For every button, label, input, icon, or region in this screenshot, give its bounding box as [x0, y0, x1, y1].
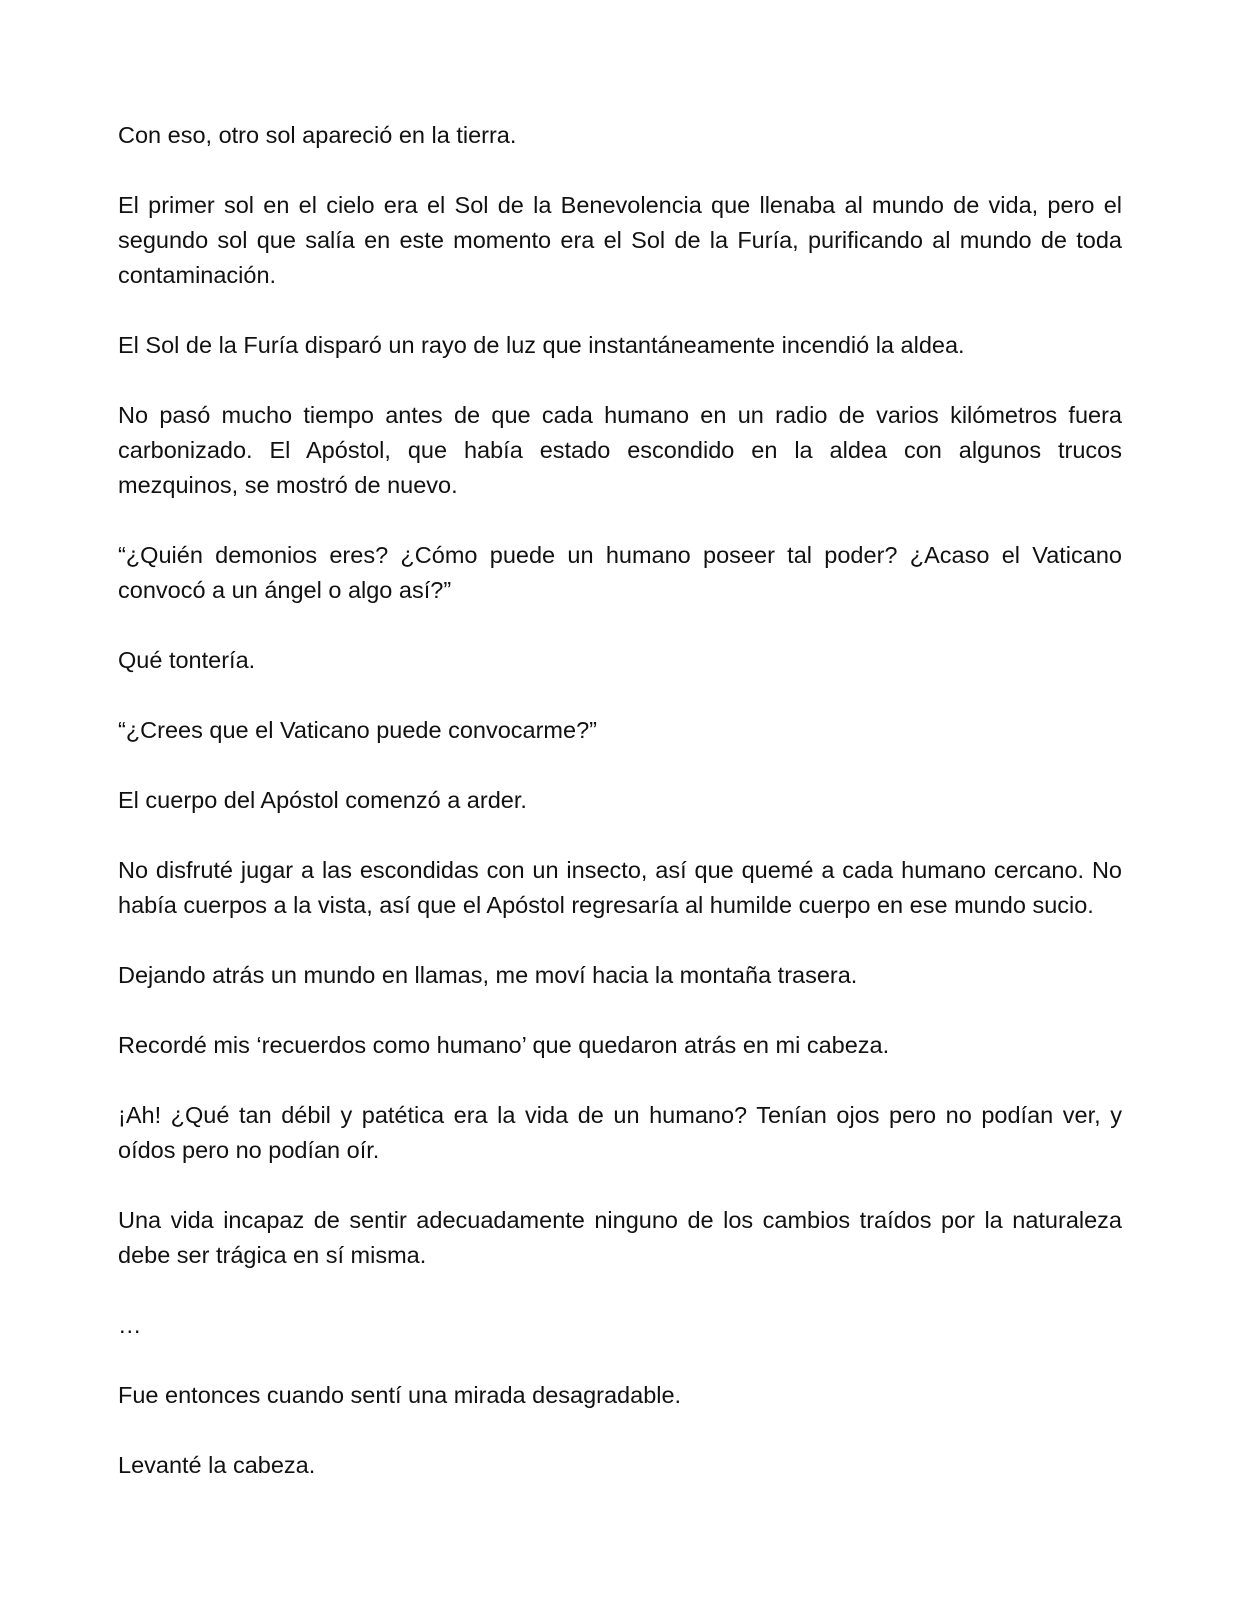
- paragraph-15: Fue entonces cuando sentí una mirada desagradable.: [118, 1382, 682, 1408]
- paragraph-12: ¡Ah! ¿Qué tan débil y patética era la vida de un humano? Tenían ojos pero no podían ver, y oídos pero no podían oír.: [118, 1102, 1122, 1163]
- paragraph-10: Dejando atrás un mundo en llamas, me moví hacia la montaña trasera.: [118, 962, 858, 988]
- paragraph-2: El primer sol en el cielo era el Sol de la Benevolencia que llenaba al mundo de vida, pero el segundo sol que salía en este momento era el Sol de la Furía, purificando al mundo de toda contaminación.: [118, 192, 1122, 288]
- paragraph-7: “¿Crees que el Vaticano puede convocarme?”: [118, 717, 597, 743]
- document-body: [118, 118, 1122, 1518]
- paragraph-3: El Sol de la Furía disparó un rayo de luz que instantáneamente incendió la aldea.: [118, 332, 965, 358]
- paragraph-8: El cuerpo del Apóstol comenzó a arder.: [118, 787, 527, 813]
- paragraph-13: Una vida incapaz de sentir adecuadamente ninguno de los cambios traídos por la naturaleza debe ser trágica en sí misma.: [118, 1207, 1122, 1268]
- paragraph-16: Levanté la cabeza.: [118, 1452, 316, 1478]
- paragraph-11: Recordé mis ‘recuerdos como humano’ que quedaron atrás en mi cabeza.: [118, 1032, 890, 1058]
- paragraph-6: Qué tontería.: [118, 647, 256, 673]
- paragraph-14: …: [118, 1312, 142, 1338]
- paragraph-5: “¿Quién demonios eres? ¿Cómo puede un humano poseer tal poder? ¿Acaso el Vaticano convocó a un ángel o algo así?”: [118, 542, 1122, 603]
- paragraph-9: No disfruté jugar a las escondidas con un insecto, así que quemé a cada humano cercano. No había cuerpos a la vista, así que el Apóstol regresaría al humilde cuerpo en ese mundo sucio.: [118, 857, 1122, 918]
- paragraph-4: No pasó mucho tiempo antes de que cada humano en un radio de varios kilómetros fuera carbonizado. El Apóstol, que había estado escondido en la aldea con algunos trucos mezquinos, se mostró de nuevo.: [118, 402, 1122, 498]
- paragraph-1: Con eso, otro sol apareció en la tierra.: [118, 122, 517, 148]
